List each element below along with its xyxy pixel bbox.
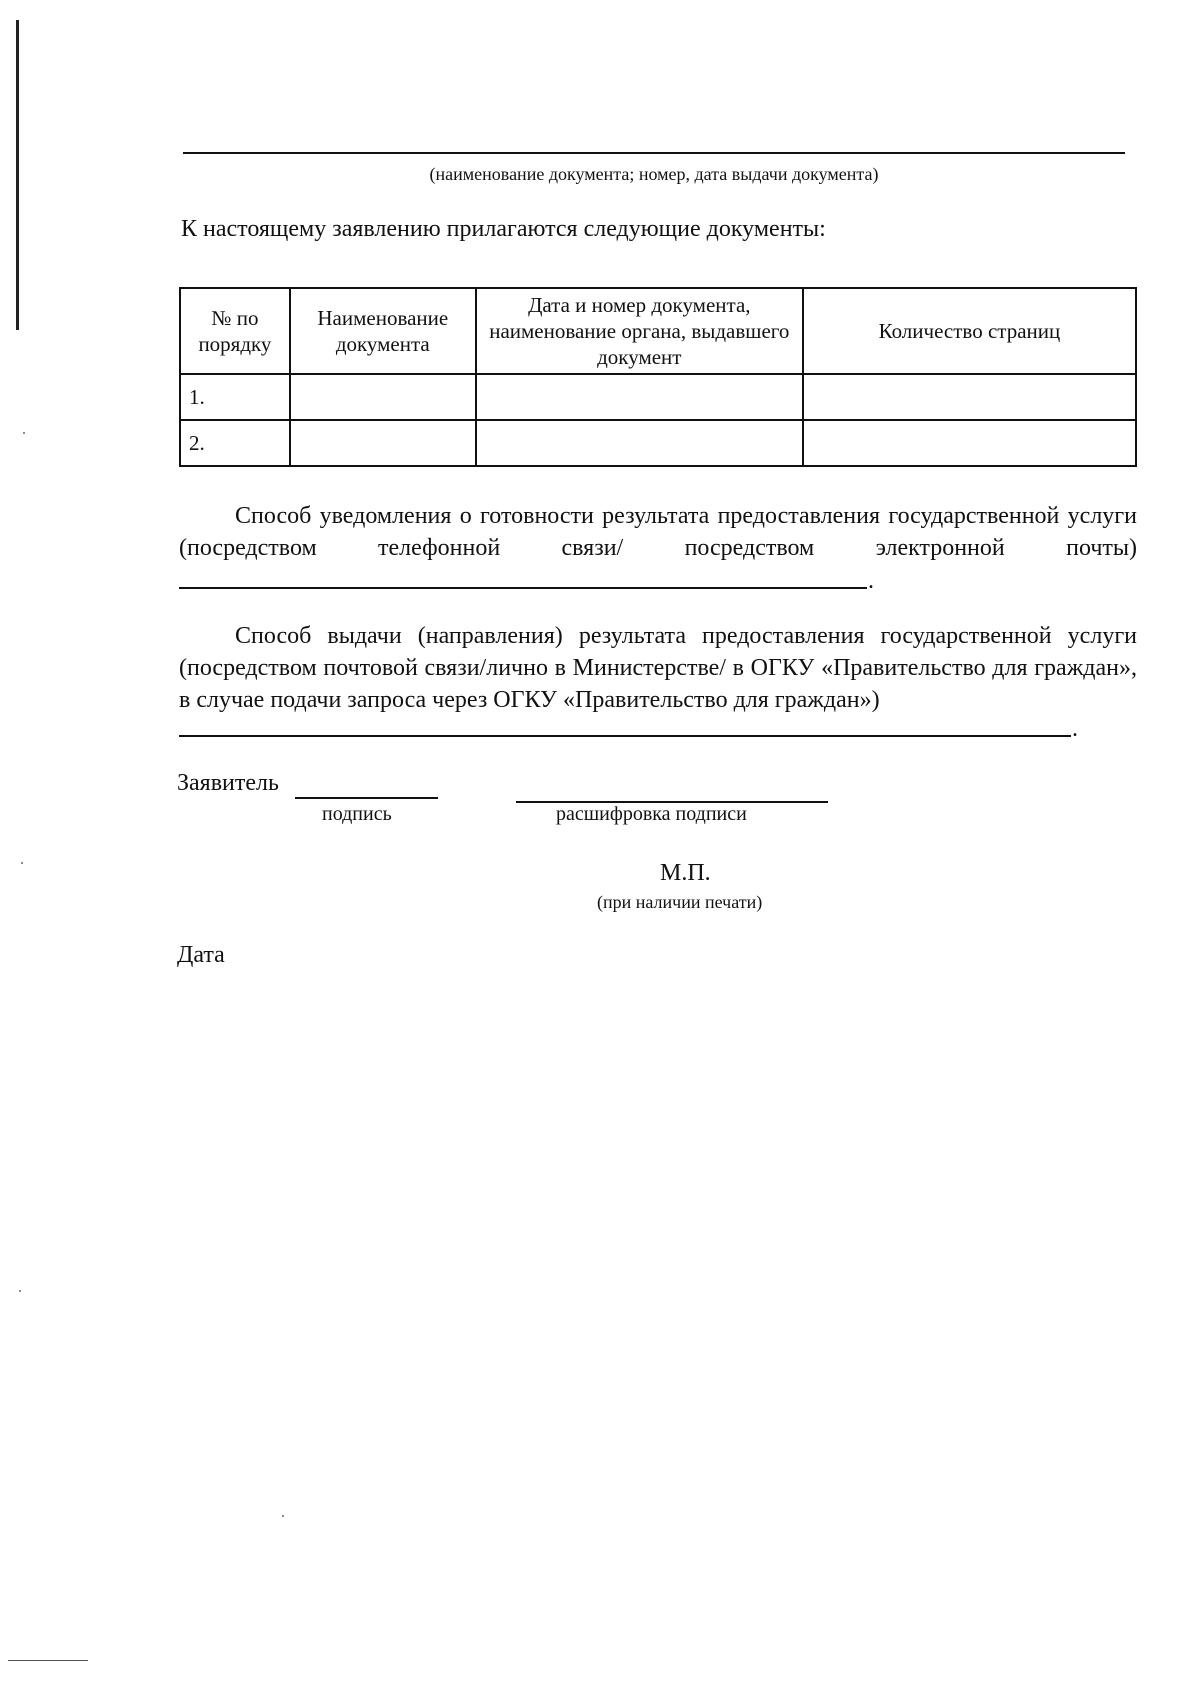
delivery-line-end: . (1072, 716, 1078, 742)
stamp-label: М.П. (660, 860, 711, 886)
scan-speck (282, 1515, 284, 1517)
row-number: 2. (180, 420, 290, 466)
delivery-method-paragraph (179, 620, 1137, 716)
date-label: Дата (177, 942, 225, 968)
page-count-cell[interactable] (803, 420, 1136, 466)
applicant-label: Заявитель (177, 770, 279, 796)
stamp-note: (при наличии печати) (597, 892, 763, 912)
signature-caption: подпись (322, 803, 392, 825)
delivery-method-text: Способ выдачи (направления) результата предоставления государственной услуги (посредством почтовой связи/лично в Министерстве/ в ОГКУ «Правительство для граждан», в случае подачи запроса через ОГКУ «Правительство для граждан») (179, 623, 1137, 713)
document-name-cell[interactable] (290, 420, 476, 466)
signature-decryption-caption: расшифровка подписи (556, 803, 747, 825)
delivery-fill-line[interactable] (179, 735, 1071, 737)
table-header-row (180, 288, 1136, 374)
scan-edge-mark (16, 20, 19, 330)
document-name-cell[interactable] (290, 374, 476, 420)
attachments-intro: К настоящему заявлению прилагаются следующие документы: (181, 216, 826, 242)
header-page-count: Количество страниц (803, 288, 1136, 374)
notification-line-end: . (868, 568, 874, 594)
notification-method-text: Способ уведомления о готовности результата предоставления государственной услуги (посредством телефонной связи/ посредством электронной почты) (179, 503, 1137, 561)
attachments-table (179, 287, 1137, 467)
document-caption: (наименование документа; номер, дата выдачи документа) (429, 164, 879, 184)
document-fill-line[interactable] (183, 152, 1125, 154)
header-number: № по порядку (180, 288, 290, 374)
header-date-number-issuer: Дата и номер документа, наименование органа, выдавшего документ (476, 288, 803, 374)
notification-method-paragraph (179, 500, 1137, 564)
row-number: 1. (180, 374, 290, 420)
notification-fill-line[interactable] (179, 587, 867, 589)
table-row (180, 420, 1136, 466)
date-number-issuer-cell[interactable] (476, 420, 803, 466)
scan-speck (19, 1290, 21, 1292)
signature-line[interactable] (295, 797, 438, 799)
date-number-issuer-cell[interactable] (476, 374, 803, 420)
page-count-cell[interactable] (803, 374, 1136, 420)
scan-speck (23, 432, 25, 434)
scan-edge-mark-bottom (8, 1660, 88, 1661)
table-row (180, 374, 1136, 420)
header-document-name: Наименование документа (290, 288, 476, 374)
scan-speck (21, 862, 23, 864)
